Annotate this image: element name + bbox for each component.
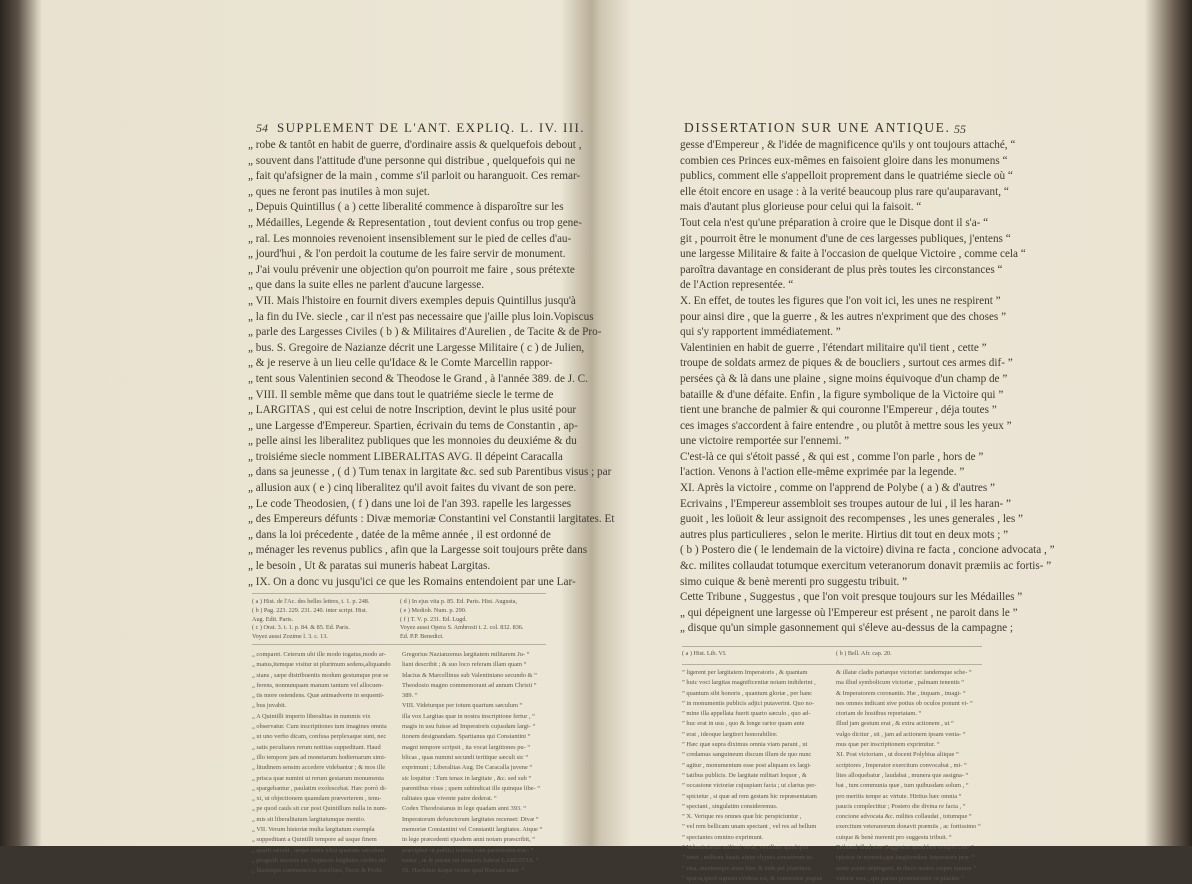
text-line: Ed. P.P. Benedict. (400, 633, 444, 641)
latin-rule (252, 644, 546, 645)
text-line: XI. Post victoriam , ut docent Polybius aliique “ (836, 751, 959, 759)
text-line: bataille & d'une défaite. Enfin , la figure symbolique de la Victoire qui ” (680, 388, 1004, 401)
text-line: ” huc erat in usu , quo & longe rarior quam ante (682, 720, 805, 728)
footnotes-column-left (252, 598, 392, 642)
text-line: in lege præcedenti ejusdem anni notam præscribit, “ (402, 836, 536, 844)
text-line: „ bus. S. Gregoire de Nazianze décrit une Largesse Militaire ( c ) de Julien, (248, 341, 585, 354)
text-line: „ bus juvabit. (252, 702, 287, 710)
text-line: „ Médailles, Legende & Representation , tout devient confus ou trop gene- (248, 216, 582, 229)
text-line: Gregorius Nazianzenus largitatem militarem Ju- “ (402, 651, 530, 658)
text-line: ” quantum sibi honoris , quantum gloriæ , per hanc (682, 689, 813, 697)
text-line: l'action. Venons à l'action elle-même exprimée par la legende. ” (680, 466, 965, 479)
text-line: Idacius & Marcellinus sub Valentiniano secundo & “ (402, 671, 537, 679)
text-line: pour ainsi dire , que la guerre , & les autres n'expriment que des choses ” (680, 310, 1007, 323)
text-line: „ Depuis Quintillus ( a ) cette liberalité commence à disparoître sur les (248, 201, 564, 214)
text-line: Theodosio magno commemorant ad annum Christi “ (402, 681, 537, 689)
text-line: „ prisca quæ numini ut rerum gestarum monumenta (252, 774, 384, 782)
text-line: ” sparsa,quod signum evidens est, & commissæ pugnæ (682, 874, 823, 882)
text-line: ” huic voci largitas magnificentiæ notam indiderint , (682, 679, 816, 687)
text-line: ( f ) T. V. p. 231. Ed. Lugd. (400, 615, 467, 623)
text-line: „ spargebantur , paulatim exolescebat. Hæc porrò di- (252, 784, 387, 792)
latin-translation-column-right (402, 650, 548, 877)
text-line: Ecrivains , l'Empereur assembloit ses troupes autour de lui , il les haran- ” (680, 497, 1012, 510)
text-line: „ Le code Theodosien, ( f ) dans une loi de l'an 393. rapelle les largesses (248, 497, 572, 510)
text-line: ctoriam de hostibus reportatam. “ (836, 710, 922, 718)
text-line: illa vox Largitas quæ in nostra inscriptione fertur , “ (402, 712, 535, 720)
text-line: „ illo tempore jam ad monetarum hodiernarum simi- (252, 753, 386, 761)
text-line: persées çà & là dans une plaine , signe moins équivoque d'un champ de ” (680, 372, 1008, 385)
text-line: ” Hæc quæ supra diximus omnia viam parant , ut (682, 741, 808, 749)
text-line: „ ut uno verbo dicam, confusa perplexaque sunt, nec (252, 733, 387, 741)
footnotes-column-left (682, 650, 822, 659)
text-line: „ satis peculiares rerum notitias suppeditant. Haud (252, 743, 381, 751)
text-line: Imperatorum defunctorum largitates recenset: Divæ “ (402, 815, 539, 823)
page-number: 55 (954, 122, 966, 136)
text-line: publics, comment elle s'appelloit proprement dans le quatriéme siecle où “ (680, 170, 1013, 183)
text-line: tionem designandam. Spartianus qui Constantini “ (402, 733, 531, 741)
text-line: ” spectantes omnino exprimunt. (682, 833, 764, 841)
body-text (680, 138, 1055, 637)
text-line: sic loquitur : Tum tenax in largitate , &c. sed sub “ (402, 774, 532, 782)
text-line: blicas , quas nummi secundi tertiique sæculi sic “ (402, 753, 529, 761)
text-line: cuique & benè merenti pro suggestu tribuit. “ (836, 833, 952, 841)
text-line: ( a ) Hist. de l'Ac. des belles lettres, t. 1. p. 248. (252, 598, 370, 605)
text-line: „ stans , sæpe distribuentis modum gestumque præ se (252, 671, 389, 679)
text-line: ” spicietur , si quæ ad rem gestam hic repræsentatam (682, 792, 817, 800)
text-line: „ J'ai voulu prévenir une objection qu'on pourroit me faire , sous prétexte (248, 263, 575, 276)
text-line: ” erat , ideoque largitori honorabilior. (682, 730, 778, 738)
text-line: „ dans la loi précedente , datée de la même année , il est ordonné de (248, 528, 551, 541)
text-line: „ tis more ostendens. Quæ animadverte in sequenti- (252, 692, 385, 700)
text-line: pro meritis tempe ac virtute. Hirtius hæc omnia “ (836, 792, 962, 800)
latin-translation-column-left (252, 650, 398, 877)
text-line: ” occasione victoriæ cujuspiam facta ; ut clarius per- (682, 782, 817, 790)
text-line: mus quæ per inscriptionem exprimitur. “ (836, 741, 940, 749)
text-line: liani describit ; & suo loco referam illam quam “ (402, 661, 527, 669)
text-line: Tribunal illud sive Suggestus quod fere semper con- “ (836, 844, 974, 852)
text-line: de l'Action representée. “ (680, 279, 794, 292)
text-line: magis in usu fuisse ad Imperatoris cujusdam largi- “ (402, 723, 536, 731)
text-line: ” in monumentis publicis adjici putaverint. Quo no- (682, 699, 815, 707)
text-line: ma illud symbolicum victoriæ , palmam tenentis “ (836, 679, 965, 687)
text-line: „ ques ne feront pas inutiles à mon sujet. (248, 185, 430, 198)
text-line: spicitur in nummis,qui largitionibus Imperatore præ- “ (836, 854, 975, 862)
text-line: exprimunt ; Liberalitas Aug. De Caracalla juvene “ (402, 764, 533, 772)
text-line: ( b ) Bell. Afr. cap. 20. (836, 650, 892, 657)
text-line: & illatæ cladis partæque victoriæ: tandemque sche- “ (836, 669, 972, 676)
text-line: troupe de soldats armez de piques & de boucliers , surtout ces armes dif- ” (680, 357, 1013, 370)
text-line: parentibus visus ; quem subindicat ille quinque libe- “ (402, 784, 541, 792)
text-line: „ progredi necesse est. Vopiscus largitates civiles mi- (252, 856, 388, 864)
text-line: „ & je reserve à un lieu celle qu'Idace & le Comte Marcellin rappor- (248, 357, 553, 370)
text-line: Illud jam gestum erat , & extra actionem , ut “ (836, 720, 954, 728)
text-line: elle étoit encore en usage : à la verité beaucoup plus rare qu'auparavant, “ (680, 185, 1009, 198)
text-line: &c. milites collaudat totumque exercitum veteranorum donavit præmiis ac fortis- ” (680, 560, 1052, 573)
text-line: 389. “ (402, 692, 418, 700)
latin-translation-column-right (836, 668, 984, 884)
text-line: „ dans sa jeunesse , ( d ) Tum tenax in largitate &c. sed sub Parentibus visus ; par (248, 466, 612, 479)
text-line: „ une Largesse d'Empereur. Spartien, écrivain du tems de Constantin , ap- (248, 419, 578, 432)
text-line: XI. Après la victoire , comme on l'apprend de Polybe ( a ) & d'autres ” (680, 482, 996, 495)
text-line: „ IX. On a donc vu jusqu'ici ce que les Romains entendoient par une Lar- (248, 575, 576, 588)
text-line: ( a ) Hist. Lib. VI. (682, 650, 727, 657)
text-line: „ quarti sæculi , neque enim ultra quartum sæculum (252, 846, 385, 854)
text-line: ( b ) Pag. 223. 229. 231. 240. inter script. Hist. (252, 606, 368, 614)
text-line: „ tent sous Valentinien second & Theodose le Grand , à l'année 389. de J. C. (248, 372, 588, 385)
text-line: qui s'y rapportent immédiatement. ” (680, 326, 841, 339)
text-line: Codex Theodosianus in lege quadam anni 393. “ (402, 805, 527, 813)
text-line: ” mine illa appellata fuerit quarto sæculo , quo ad- (682, 710, 811, 718)
text-line: Voyez aussi Zozime l. 3. c. 13. (252, 633, 328, 641)
text-line: gesse d'Empereur , & l'idée de magnificence qu'ils y ont toujours attaché, “ (680, 139, 1016, 151)
text-line: ( d ) In ejus vita p. 85. Ed. Paris. Hist. Augusta, (400, 598, 518, 605)
text-line: videtur esse , qui parum prominentior in planitie “ (836, 874, 964, 882)
text-line: „ troisiéme siecle nomment LIBERALITAS AVG. Il dépeint Caracalla (248, 450, 563, 463)
text-line: lites alloquebatur , laudabat , munera que assigna- “ (836, 771, 969, 779)
text-line: „ VII. Verum historiæ multa largitatum exempla (252, 826, 375, 834)
text-line: „ souvent dans l'attitude d'une personne qui distribue , quelquefois qui ne (248, 154, 576, 167)
text-line: ” rma, maximeque arma hinc & inde per planitiem (682, 864, 812, 872)
text-line: tient une branche de palmier & qui couronne l'Empereur , déja toutes ” (680, 404, 997, 417)
text-line: ” X. Verique res omnes quæ hic perspiciuntur , (682, 813, 802, 821)
text-line: autres plus particulieres , selon le merite. Hirtius dit tout en deux mots ; ” (680, 528, 1009, 541)
text-line: ( c ) Orat. 3. t. 1. p. 84. & 85. Ed. Paris. (252, 624, 350, 632)
text-line: „ parle des Largesses Civiles ( b ) & Militaires d'Aurelien , de Tacite & de Pro- (248, 326, 602, 339)
text-line: git , pourroit être le monument d'une de ces largesses publiques, j'entens “ (680, 232, 1011, 245)
text-line: bat , tum communia quæ , tum quibusdam solum , “ (836, 782, 969, 790)
text-line: scriptores , Imperator exercitum convocabat , mi- “ (836, 761, 967, 769)
text-line: „ matus,itemque visitur ut plurimum sedens,aliquando (252, 661, 391, 669)
footnotes-column-right (400, 598, 550, 642)
text-line: X. En effet, de toutes les figures que l'on voit ici, les unes ne respirent ” (680, 294, 1001, 307)
text-line: „ VII. Mais l'histoire en fournit divers exemples depuis Quintillus jusqu'à (248, 294, 576, 307)
footnotes-column-right (836, 650, 976, 659)
footnote-rule (682, 646, 982, 647)
text-line: „ litudinem sensim accedere videbantur ; & mos ille (252, 764, 386, 772)
running-head: SUPPLEMENT DE L'ANT. EXPLIQ. L. IV. III. (277, 120, 585, 135)
text-line: ” ligerent per largitatem Imperatoris , & quantam (682, 669, 808, 676)
page-number: 54 (256, 121, 268, 135)
text-line: ” spectant , singulatim consideremus. (682, 802, 778, 810)
text-line: „ qui dépeignent une largesse où l'Empereur est présent , ne paroit dans le ” (680, 606, 1018, 619)
text-line: concione advocata &c. milites collaudat , totumque “ (836, 813, 972, 821)
text-line: „ comparet. Ceterum ubi ille modo togatus,modo ar- (252, 651, 386, 658)
text-line: Voyez aussi Opera S. Ambrosii t. 2. col. 832. 836. (400, 624, 524, 632)
text-line: mais d'autant plus glorieuse pour celui qui la faisoit. “ (680, 201, 922, 214)
text-line: magni tempore scripsit , ita vocat largitiones pu- “ (402, 743, 531, 751)
text-line: „ observatur. Cum inscriptiones tum imagines omnia (252, 723, 387, 731)
text-line: „ ferens, nonnunquam manum tantum vel allocuen- (252, 681, 384, 689)
text-line: simo cuique & benè merenti pro suggestu tribuit. ” (680, 575, 908, 588)
text-line: C'est-là ce qui s'étoit passé , & qui est , comme l'on parle , hors de ” (680, 450, 984, 463)
text-line: „ A Quintilli imperio liberalitas in nummis vix (252, 712, 371, 720)
text-line: ” tatibus publicis. De largitate militari loquor , & (682, 771, 807, 779)
text-line: præcipitur ut publici reditus cum parsimonia trac- “ (402, 846, 534, 854)
text-line: „ ral. Les monnoies revenoient insensiblement sur le pied de celles d'au- (248, 232, 572, 245)
text-line: Cette Tribune , Suggestus , que l'on voit presque toujours sur les Médailles ” (680, 591, 1023, 604)
text-line: ralitates quas vivente patre dederat. “ (402, 795, 497, 803)
text-line: une victoire remportée sur l'ennemi. ” (680, 435, 850, 448)
text-line: guoit , les loüoit & leur assignoit des recompenses , les unes generales , les ” (680, 513, 1024, 526)
text-line: exercitum veteranorum donavit præmiis , ac fortissimo “ (836, 823, 981, 831)
text-line: „ fait qu'afsigner de la main , comme s'il parloit ou haranguoit. Ces remar- (248, 170, 581, 183)
text-line: Aug. Edit. Paris. (252, 615, 294, 623)
text-line: Tout cela n'est qu'une préparation à croire que le Disque dont il s'a- “ (680, 216, 989, 229)
text-line: VIII. Videturque per totum quartum sæculum “ (402, 702, 523, 710)
text-line: memoriæ Constantini vel Constantii largitates. Atque “ (402, 826, 543, 834)
text-line: „ ménager les revenus publics , afin que la Largesse soit toujours prête dans (248, 544, 588, 557)
text-line: „ litaresque commemorat Aureliani, Taciti & Probi. (252, 867, 384, 875)
text-line: nes omnes indicant sive potius ob oculos ponunt vi- “ (836, 699, 973, 707)
text-line: ces images s'accordent à faire entendre , ou plutôt à mettre sous les yeux ” (680, 419, 1012, 432)
text-line: vulgo dicitur , sit , jam ad actionem ipsam venia- “ (836, 730, 966, 738)
text-line: „ disque qu'un simple gasonnement qui s'éleve au-dessus de la campagne ; (680, 622, 1014, 635)
text-line: ( b ) Postero die ( le lendemain de la victoire) divina re facta , concione advocata , ” (680, 544, 1055, 557)
right-page (596, 0, 1192, 882)
text-line: & Imperatorem coronantis. Hæ , inquam , imagi- “ (836, 689, 966, 697)
running-head: DISSERTATION SUR UNE ANTIQUE. (684, 120, 951, 135)
text-line: paroîtra davantage en considerant de plus près toutes les circonstances “ (680, 263, 1003, 276)
text-line: ( e ) Mediob. Num. p. 290. (400, 606, 467, 614)
text-line: „ la fin du IVe. siecle , car il n'est pas necessaire que j'aille plus loin.Vopiscus (248, 310, 594, 323)
text-line: „ mis sit liberalitatum largitatumque mentio. (252, 815, 366, 823)
latin-translation-column-left (682, 668, 830, 884)
text-line: „ suppeditant a Quintilli tempore ad usque finem (252, 836, 377, 844)
text-line: ” credamus sanguineum discum illum de quo nunc (682, 751, 812, 759)
latin-rule (682, 664, 982, 665)
text-line: combien ces Princes eux-mêmes en faisoient gloire dans les monumens “ (680, 154, 1008, 167)
text-line: „ le besoin , Ut & paratas sui muneris habeat Largitas. (248, 560, 491, 573)
text-line: Valentinien en habit de guerre , l'étendart militaire qu'il tient , cette ” (680, 341, 987, 354)
text-line: „ allusion aux ( e ) cinq liberalitez qu'il avoit faites du vivant de son pere. (248, 482, 577, 495)
text-line: ” vel rem bellicam unam spectant , vel res ad bellum (682, 823, 817, 831)
text-line: tentur , ut & parata sui muneris habeat LARGITAS. “ (402, 856, 539, 864)
text-line: „ pe quod cauls sit cur post Quintillum nulla in num- (252, 805, 387, 813)
text-line: „ robe & tantôt en habit de guerre, d'ordinaire assis & quelquefois debout , (248, 139, 582, 151)
text-line: ” agitur , monumentum esse post aliquam ex largi- (682, 761, 812, 769)
text-line: ” tenet , militum hastis atque clypeis armatorum tu- (682, 854, 814, 862)
text-line: „ LARGITAS , qui est celui de notre Inscription, devint le plus usité pour (248, 404, 577, 417)
text-line: „ pelle ainsi les liberalitez publiques que les monnoies du deuxiéme & du (248, 435, 577, 448)
text-line: une largesse Militaire & faite à l'occasion de quelque Victoire , comme cela “ (680, 248, 1026, 261)
text-line: „ des Empereurs défunts : Divæ memoriæ Constantini vel Constantii largitates. Et (248, 513, 615, 526)
text-line: ” Valentinianus militari veste, vexillum quod ipse (682, 844, 809, 852)
text-line: „ jourd'hui , & l'on perdoit la coutume de les faire servir de monument. (248, 248, 566, 261)
text-line: IX. Hactenus itaque visum quid Romani intel- “ (402, 867, 525, 875)
text-line: paucis complectitur ; Postero die divina re facta , “ (836, 802, 966, 810)
text-line: „ que dans la suite elles ne parlent d'aucune largesse. (248, 279, 485, 292)
body-text (248, 138, 615, 590)
footnote-rule (252, 593, 546, 594)
text-line: „ VIII. Il semble même que dans tout le quatriéme siecle le terme de (248, 388, 554, 401)
text-line: sente actam depingunt, in disco nostro cespes tantum “ (836, 864, 977, 872)
text-line: „ xi, ut objectionem quamdam præverterem , tenu- (252, 795, 382, 803)
